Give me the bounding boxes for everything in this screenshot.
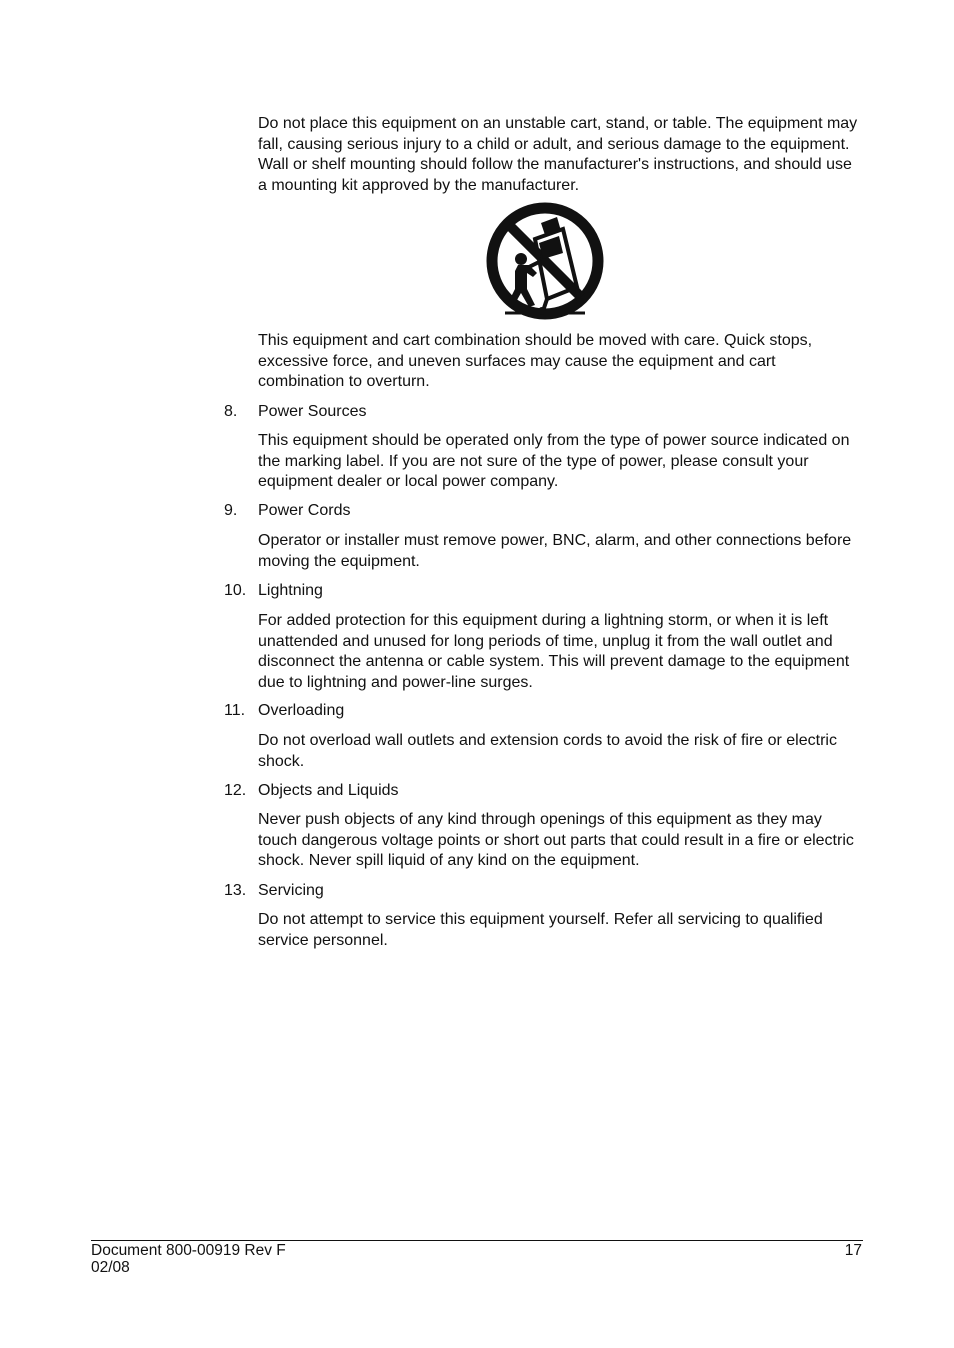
footer-divider <box>91 1240 863 1241</box>
item-title-power-sources: Power Sources <box>258 403 367 420</box>
item-body-overloading: Do not overload wall outlets and extension cords to avoid the risk of fire or electric shock. <box>258 732 837 770</box>
item-number: 8. <box>224 403 238 420</box>
cart-care-paragraph: This equipment and cart combination should be moved with care. Quick stops, excessive force, and uneven surfaces may cause the equipment and cart combination to overturn. <box>258 332 813 390</box>
item-title-servicing: Servicing <box>258 882 324 899</box>
item-body-servicing: Do not attempt to service this equipment yourself. Refer all servicing to qualified service personnel. <box>258 911 823 949</box>
item-body-lightning: For added protection for this equipment during a lightning storm, or when it is left unattended and unused for long periods of time, unplug it from the wall outlet and disconnect the antenna or cable system. This will prevent damage to the equipment due to lightning and power-line surges. <box>258 612 850 691</box>
item-title-objects-and-liquids: Objects and Liquids <box>258 782 399 799</box>
item-body-objects-and-liquids: Never push objects of any kind through openings of this equipment as they may touch dangerous voltage points or short out parts that could result in a fire or electric shock. Never spill liquid of any kind on the equipment. <box>258 811 854 869</box>
item-number: 10. <box>224 582 247 599</box>
item-title-lightning: Lightning <box>258 582 323 599</box>
item-body-power-sources: This equipment should be operated only from the type of power source indicated on the marking label. If you are not sure of the type of power, please consult your equipment dealer or local power company. <box>258 432 850 490</box>
item-number: 13. <box>224 882 247 899</box>
item-body-power-cords: Operator or installer must remove power, BNC, alarm, and other connections before moving the equipment. <box>258 532 852 570</box>
item-number: 12. <box>224 782 247 799</box>
cart-warning-paragraph: Do not place this equipment on an unstable cart, stand, or table. The equipment may fall, causing serious injury to a child or adult, and serious damage to the equipment. Wall or shelf mounting should follow the manufacturer's instructions, and should use a mounting kit approved by the manufacturer. <box>258 115 858 194</box>
item-number: 11. <box>224 702 246 719</box>
footer-document-number: Document 800-00919 Rev F <box>91 1242 286 1259</box>
item-title-power-cords: Power Cords <box>258 502 351 519</box>
footer-page-number: 17 <box>844 1242 862 1259</box>
item-title-overloading: Overloading <box>258 702 345 719</box>
footer-date: 02/08 <box>91 1259 130 1276</box>
cart-tip-over-warning-icon <box>485 201 605 321</box>
item-number: 9. <box>224 502 238 519</box>
